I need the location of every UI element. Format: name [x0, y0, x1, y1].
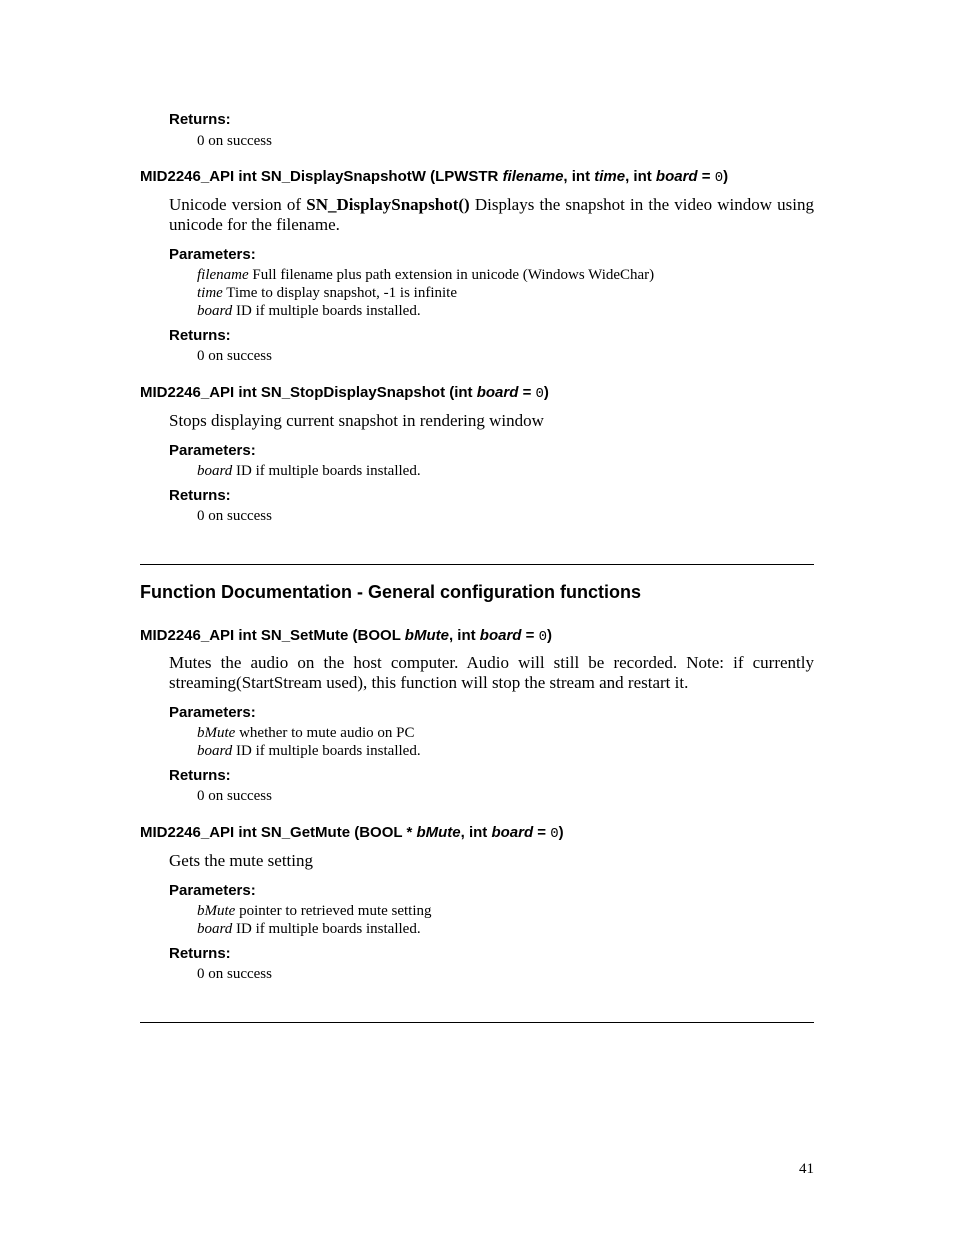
parameter-row: [197, 743, 421, 760]
signature-text: MID2246_API int SN_DisplaySnapshotW (LPWSTR: [140, 168, 503, 185]
signature-text: ): [546, 627, 552, 644]
parameters-label: Parameters:: [169, 246, 256, 263]
parameter-row: [197, 463, 421, 480]
parameters-label: Parameters:: [169, 882, 256, 899]
param-name: board: [197, 303, 233, 319]
signature-text: ): [543, 384, 549, 401]
function-signature-stop-display-snapshot: [140, 384, 549, 402]
returns-label: Returns:: [169, 327, 231, 344]
param-name: filename: [502, 168, 564, 185]
parameters-label: Parameters:: [169, 442, 256, 459]
section-divider: [140, 564, 814, 565]
description-text: Unicode version of: [169, 195, 307, 214]
param-name: filename: [197, 267, 249, 283]
param-description: Full filename plus path extension in unicode (Windows WideChar): [248, 267, 655, 283]
param-description: ID if multiple boards installed.: [232, 303, 421, 319]
description-line: unicode for the filename.: [169, 215, 340, 234]
param-description: Time to display snapshot, -1 is infinite: [222, 285, 458, 301]
param-name: bMute: [416, 824, 461, 841]
param-name: board: [491, 824, 534, 841]
returns-label: Returns:: [169, 945, 231, 962]
param-description: ID if multiple boards installed.: [232, 921, 421, 937]
signature-text: =: [533, 824, 551, 841]
signature-text: ): [558, 824, 564, 841]
signature-text: =: [697, 168, 715, 185]
function-reference: SN_DisplaySnapshot(): [306, 195, 470, 214]
default-value: 0: [714, 170, 724, 186]
param-name: board: [197, 743, 233, 759]
page-number: 41: [799, 1161, 814, 1177]
returns-label: Returns:: [169, 111, 231, 128]
description-line: Stops displaying current snapshot in rendering window: [169, 411, 544, 430]
section-heading: Function Documentation - General configuration functions: [140, 582, 641, 602]
param-description: whether to mute audio on PC: [235, 725, 415, 741]
param-name: board: [476, 384, 519, 401]
parameter-row: [197, 725, 414, 742]
param-name: bMute: [197, 903, 236, 919]
param-name: bMute: [197, 725, 236, 741]
param-name: board: [197, 921, 233, 937]
description-line: Mutes the audio on the host computer. Audio will still be recorded. Note: if currently: [169, 653, 814, 672]
signature-text: , int: [448, 627, 480, 644]
function-signature-display-snapshot-w: [140, 168, 728, 186]
default-value: 0: [538, 629, 547, 645]
returns-value: 0 on success: [197, 348, 272, 364]
function-signature-set-mute: [140, 627, 552, 645]
signature-text: =: [518, 384, 536, 401]
parameter-row: [197, 267, 654, 284]
default-value: 0: [535, 386, 544, 402]
default-value: 0: [550, 826, 559, 842]
returns-value: 0 on success: [197, 133, 272, 149]
signature-text: =: [521, 627, 539, 644]
signature-text: MID2246_API int SN_SetMute (BOOL: [140, 627, 405, 644]
signature-text: MID2246_API int SN_GetMute (BOOL *: [140, 824, 417, 841]
signature-text: MID2246_API int SN_StopDisplaySnapshot (int: [140, 384, 477, 401]
returns-label: Returns:: [169, 767, 231, 784]
parameter-row: [197, 903, 432, 920]
param-name: board: [479, 627, 522, 644]
function-signature-get-mute: [140, 824, 564, 842]
param-description: ID if multiple boards installed.: [232, 463, 421, 479]
param-name: bMute: [404, 627, 449, 644]
returns-label: Returns:: [169, 487, 231, 504]
param-description: ID if multiple boards installed.: [232, 743, 421, 759]
param-description: pointer to retrieved mute setting: [235, 903, 432, 919]
signature-text: , int: [625, 168, 656, 185]
description-text: Displays the snapshot in the video window using: [469, 195, 814, 214]
param-name: board: [197, 463, 233, 479]
returns-value: 0 on success: [197, 508, 272, 524]
parameters-label: Parameters:: [169, 704, 256, 721]
description-line: [169, 195, 814, 215]
parameter-row: [197, 285, 457, 302]
section-divider: [140, 1022, 814, 1023]
description-line: Gets the mute setting: [169, 851, 314, 870]
signature-text: , int: [563, 168, 595, 185]
parameter-row: [197, 303, 421, 320]
param-name: time: [197, 285, 223, 301]
signature-text: ): [723, 168, 729, 185]
parameter-row: [197, 921, 421, 938]
signature-text: , int: [460, 824, 492, 841]
description-line: streaming(StartStream used), this function will stop the stream and restart it.: [169, 673, 689, 692]
param-name: time: [594, 168, 626, 185]
param-name: board: [655, 168, 698, 185]
returns-value: 0 on success: [197, 966, 272, 982]
returns-value: 0 on success: [197, 788, 272, 804]
